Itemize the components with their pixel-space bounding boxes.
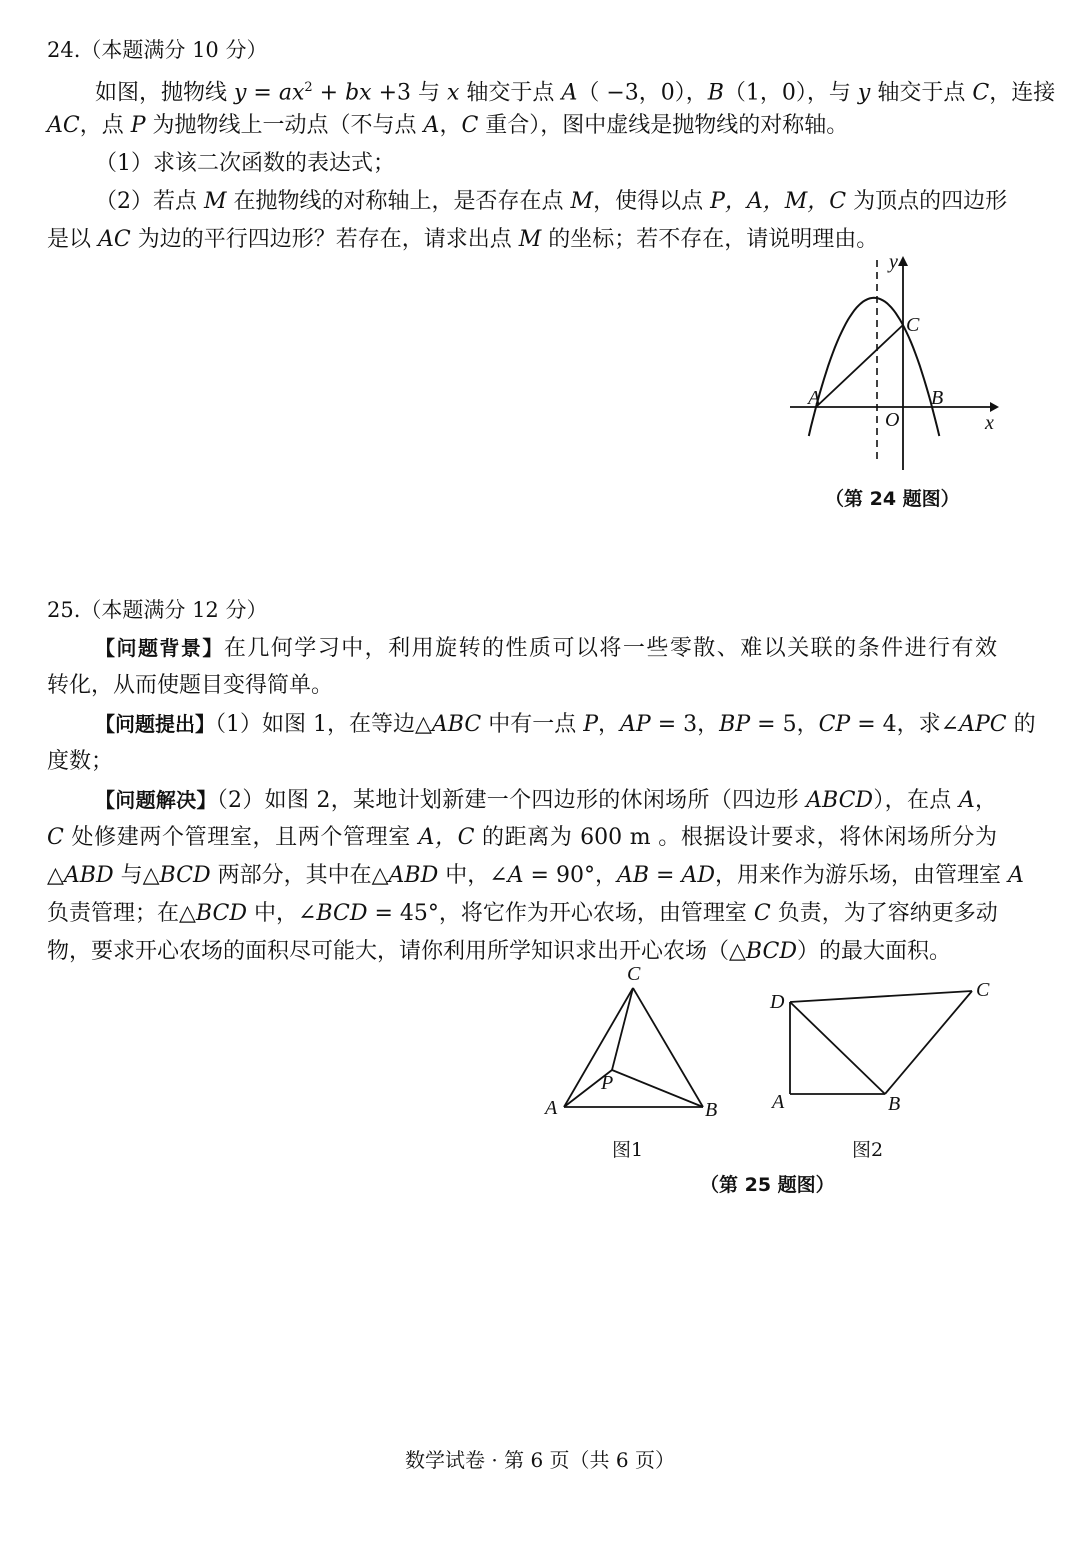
q25-solve-line-1: 【问题解决】（2）如图 2，某地计划新建一个四边形的休闲场所（四边形 ABCD），在点 A， bbox=[95, 788, 997, 813]
fig1-seg-pb bbox=[612, 1070, 703, 1107]
tag-background: 【问题背景】 bbox=[95, 636, 224, 660]
q25-solve-line-3: △ABD 与△BCD 两部分，其中在△ABD 中，∠A = 90°，AB = AD，用来作为游乐场，由管理室 A bbox=[47, 863, 1024, 888]
parabola-curve bbox=[809, 298, 940, 436]
fig1-seg-pc bbox=[612, 988, 633, 1070]
q25-fig1-caption: 图1 bbox=[612, 1139, 644, 1161]
q25-background-line-2: 转化，从而使题目变得简单。 bbox=[47, 673, 334, 698]
fig1-label-p: P bbox=[601, 1072, 614, 1094]
fig2-label-a: A bbox=[772, 1091, 785, 1113]
fig1-label-b: B bbox=[705, 1099, 718, 1121]
q24-part-1: （1）求该二次函数的表达式； bbox=[95, 151, 395, 176]
q25-solve-line-2: C 处修建两个管理室，且两个管理室 A，C 的距离为 600 m 。根据设计要求，将休闲场所分为 bbox=[47, 825, 997, 850]
label-y: y bbox=[889, 251, 898, 273]
q25-fig2-caption: 图2 bbox=[852, 1139, 884, 1161]
q25-heading: 25.（本题满分 12 分） bbox=[47, 598, 268, 622]
q24-part-2-line-1: （2）若点 M 在抛物线的对称轴上，是否存在点 M，使得以点 P，A，M，C 为顶点的四边形 bbox=[95, 189, 1008, 214]
q25-raise-line-1: 【问题提出】（1）如图 1，在等边△ABC 中有一点 P，AP = 3，BP = 5，CP = 4，求∠APC 的 bbox=[95, 712, 1036, 737]
q25-figure-2 bbox=[760, 970, 1000, 1120]
label-x: x bbox=[985, 412, 994, 434]
fig1-edge-ac bbox=[564, 988, 633, 1107]
fig2-diag-db bbox=[790, 1002, 885, 1094]
q25-caption: （第 25 题图） bbox=[700, 1174, 835, 1196]
y-axis-arrow bbox=[898, 256, 908, 266]
q24-line-2: AC，点 P 为抛物线上一动点（不与点 A，C 重合），图中虚线是抛物线的对称轴。 bbox=[47, 113, 849, 138]
fig2-label-c: C bbox=[976, 979, 990, 1001]
label-b: B bbox=[931, 387, 944, 409]
fig2-label-d: D bbox=[770, 991, 785, 1013]
page-footer: 数学试卷 · 第 6 页（共 6 页） bbox=[405, 1448, 675, 1472]
q25-raise-line-2: 度数； bbox=[47, 749, 114, 774]
q24-line-1: 如图，抛物线 $y = ax^2$ + bx +3 与 x 轴交于点 A（ −3，0），B（1，0），与 y 轴交于点 C，连接 bbox=[95, 80, 1056, 106]
q24-caption: （第 24 题图） bbox=[825, 488, 960, 510]
tag-solve: 【问题解决】 bbox=[95, 788, 217, 812]
q25-background-line-1: 【问题背景】在几何学习中，利用旋转的性质可以将一些零散、难以关联的条件进行有效 bbox=[95, 636, 997, 661]
q25-solve-line-4: 负责管理；在△BCD 中，∠BCD = 45°，将它作为开心农场，由管理室 C 负责，为了容纳更多动 bbox=[47, 901, 998, 926]
fig2-edge-dc bbox=[790, 991, 972, 1002]
fig1-label-a: A bbox=[545, 1097, 558, 1119]
label-c: C bbox=[906, 314, 920, 336]
q24-part-2-line-2: 是以 AC 为边的平行四边形？若存在，请求出点 M 的坐标；若不存在，请说明理由。 bbox=[47, 227, 879, 252]
fig1-label-c: C bbox=[627, 963, 641, 985]
label-o: O bbox=[885, 409, 900, 431]
x-axis-arrow bbox=[990, 402, 999, 412]
fig1-edge-cb bbox=[633, 988, 703, 1107]
label-a: A bbox=[808, 387, 821, 409]
q24-heading: 24.（本题满分 10 分） bbox=[47, 38, 268, 62]
fig2-label-b: B bbox=[888, 1093, 901, 1115]
q24-figure bbox=[785, 252, 1005, 477]
fig2-edge-cb bbox=[885, 991, 972, 1094]
q25-solve-line-5: 物，要求开心农场的面积尽可能大，请你利用所学知识求出开心农场（△BCD）的最大面积。 bbox=[47, 939, 951, 964]
q25-figure-1 bbox=[540, 960, 730, 1120]
tag-raise: 【问题提出】 bbox=[95, 712, 215, 736]
